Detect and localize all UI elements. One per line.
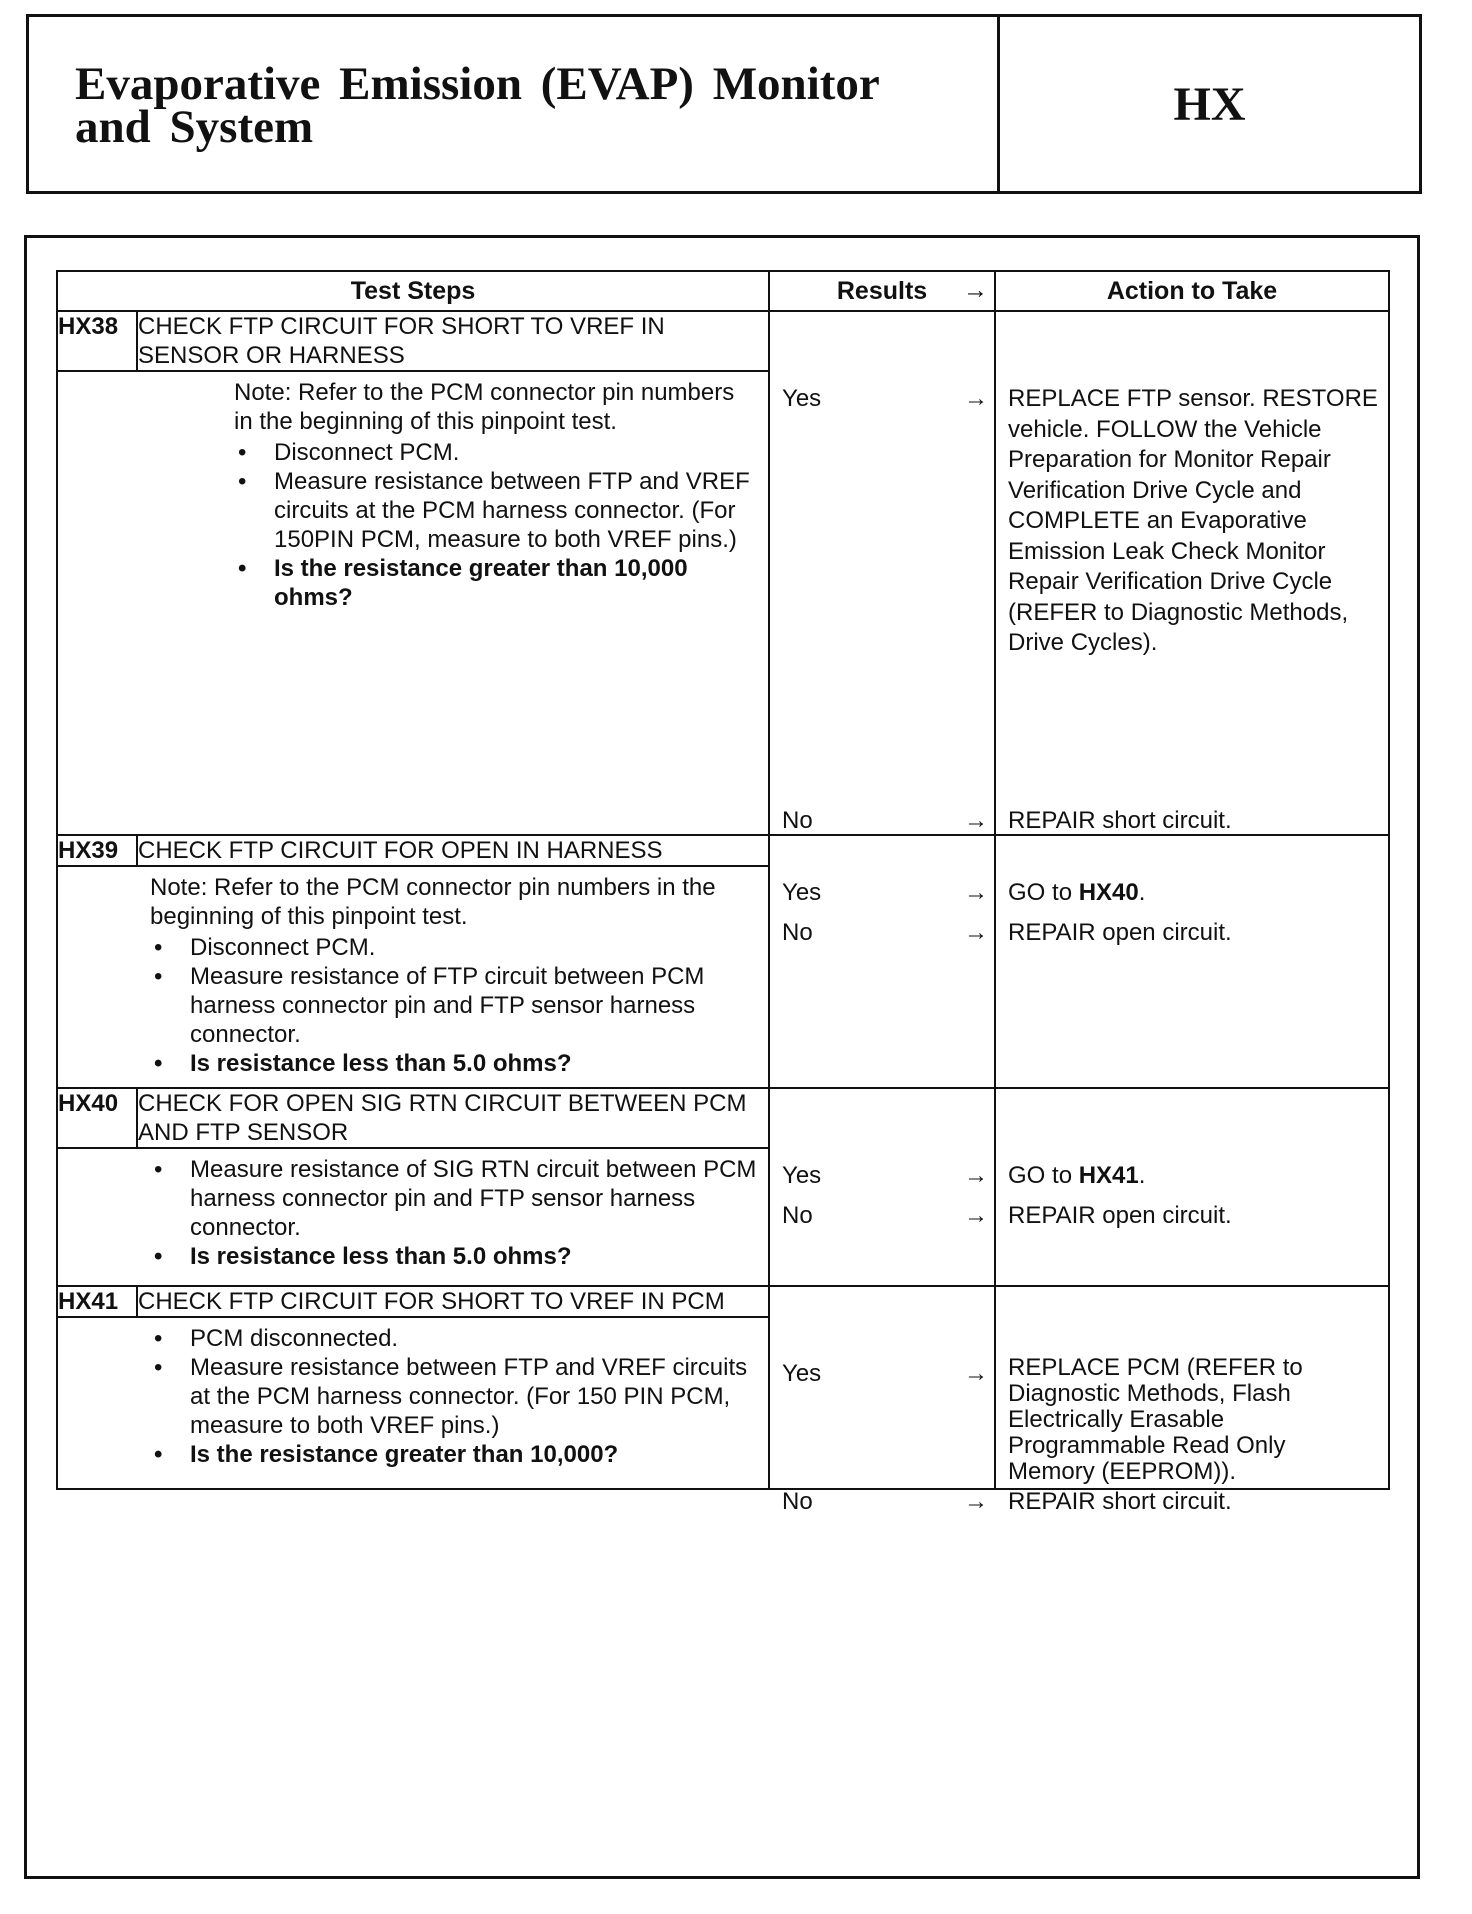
step-body: [57, 1148, 769, 1286]
arrow-icon: →: [964, 919, 989, 946]
step-note: Note: Refer to the PCM connector pin numbers in the beginning of this pinpoint test.: [234, 379, 735, 435]
step-question: • Is the resistance greater than 10,000 ohms?: [234, 554, 758, 612]
results-cell: [769, 311, 995, 835]
step-id: HX38: [57, 311, 137, 371]
result-yes: [782, 878, 990, 907]
action-text: REPAIR short circuit.: [1008, 1488, 1232, 1515]
step-body: [57, 371, 769, 835]
result-label: Yes: [782, 1162, 822, 1189]
test-steps-table: [56, 270, 1390, 1515]
result-yes: [782, 1359, 990, 1388]
action-prefix: GO to: [1008, 879, 1079, 906]
column-header-action: Action to Take: [995, 271, 1389, 311]
step-title-row: [57, 835, 1389, 866]
result-yes: [782, 384, 990, 413]
step-question: • Is the resistance greater than 10,000?: [150, 1440, 758, 1469]
action-text: REPAIR short circuit.: [1008, 807, 1232, 834]
step-bullets: [150, 933, 758, 1078]
result-label: Yes: [782, 1360, 822, 1387]
bullet-item: • PCM disconnected.: [150, 1324, 758, 1353]
action-suffix: .: [1138, 879, 1146, 906]
action-step-ref: HX40: [1078, 879, 1139, 906]
result-label: Yes: [782, 385, 822, 412]
result-no: [782, 806, 990, 835]
step-bullets: [234, 438, 758, 612]
result-label: Yes: [782, 879, 822, 906]
result-no: [782, 1201, 990, 1230]
step-id: HX41: [57, 1286, 137, 1317]
step-title: CHECK FOR OPEN SIG RTN CIRCUIT BETWEEN PCM AND FTP SENSOR: [137, 1088, 769, 1148]
action-cell: [995, 1286, 1389, 1515]
result-no: [782, 1487, 990, 1516]
bullet-item: • Measure resistance between FTP and VREF circuits at the PCM harness connector. (For 150PIN PCM, measure to both VREF pins.): [234, 467, 758, 554]
arrow-icon: →: [964, 1162, 989, 1189]
header-box: [26, 14, 1422, 194]
action-text: [1008, 878, 1378, 907]
step-id: HX39: [57, 835, 137, 866]
document-title: [75, 58, 975, 153]
bullet-item: • Measure resistance of SIG RTN circuit between PCM harness connector pin and FTP sensor harness connector.: [150, 1155, 758, 1242]
result-label: No: [782, 807, 813, 834]
step-body: [57, 1317, 769, 1489]
arrow-icon: →: [964, 879, 989, 906]
table-header-row: [57, 271, 1389, 311]
result-no: [782, 918, 990, 947]
bullet-item: • Measure resistance of FTP circuit between PCM harness connector pin and FTP sensor harness connector.: [150, 962, 758, 1049]
action-step-ref: HX41: [1078, 1162, 1139, 1189]
bullet-item: • Disconnect PCM.: [234, 438, 758, 467]
bullet-item: • Disconnect PCM.: [150, 933, 758, 962]
arrow-icon: →: [964, 1488, 989, 1515]
title-line-1: Evaporative Emission (EVAP) Monitor: [75, 58, 880, 110]
action-cell: [995, 1088, 1389, 1286]
arrow-icon: →: [964, 807, 989, 834]
step-question: • Is resistance less than 5.0 ohms?: [150, 1049, 758, 1078]
action-text: REPLACE FTP sensor. RESTORE vehicle. FOLLOW the Vehicle Preparation for Monitor Repair Verification Drive Cycle and COMPLETE an Evaporative Emission Leak Check Monitor Repair Verification Drive Cycle (REFER to Diagnostic Methods, Drive Cycles).: [1008, 385, 1378, 656]
action-suffix: .: [1138, 1162, 1146, 1189]
step-bullets: [150, 1324, 758, 1469]
arrow-icon: →: [963, 276, 989, 304]
action-text: [1008, 1161, 1378, 1190]
column-header-test-steps: Test Steps: [57, 271, 769, 311]
step-title: CHECK FTP CIRCUIT FOR SHORT TO VREF IN SENSOR OR HARNESS: [137, 311, 769, 371]
step-question: • Is resistance less than 5.0 ohms?: [150, 1242, 758, 1271]
results-cell: [769, 1286, 995, 1515]
arrow-icon: →: [964, 1360, 989, 1387]
results-cell: [769, 1088, 995, 1286]
bullet-item: • Measure resistance between FTP and VREF circuits at the PCM harness connector. (For 150 PIN PCM, measure to both VREF pins.): [150, 1353, 758, 1440]
step-title-row: [57, 311, 1389, 371]
action-text: REPLACE PCM (REFER to Diagnostic Methods, Flash Electrically Erasable Programmable Read Only Memory (EEPROM)).: [1008, 1354, 1303, 1485]
result-label: No: [782, 1202, 813, 1229]
step-title: CHECK FTP CIRCUIT FOR OPEN IN HARNESS: [137, 835, 769, 866]
action-text: REPAIR open circuit.: [1008, 1202, 1232, 1229]
action-prefix: GO to: [1008, 1162, 1079, 1189]
step-id: HX40: [57, 1088, 137, 1148]
section-code: HX: [1173, 77, 1246, 131]
step-body: [57, 866, 769, 1088]
action-cell: [995, 311, 1389, 835]
title-line-2: and System: [75, 101, 314, 153]
results-cell: [769, 835, 995, 1088]
result-label: No: [782, 919, 813, 946]
step-note: Note: Refer to the PCM connector pin numbers in the beginning of this pinpoint test.: [150, 874, 716, 930]
step-title-row: [57, 1088, 1389, 1148]
results-header-label: Results: [836, 276, 928, 305]
action-cell: [995, 835, 1389, 1088]
step-bullets: [150, 1155, 758, 1271]
result-label: No: [782, 1488, 813, 1515]
result-yes: [782, 1161, 990, 1190]
step-title-row: [57, 1286, 1389, 1317]
column-header-results: [769, 271, 995, 311]
step-title: CHECK FTP CIRCUIT FOR SHORT TO VREF IN PCM: [137, 1286, 769, 1317]
action-text: REPAIR open circuit.: [1008, 919, 1232, 946]
arrow-icon: →: [964, 1202, 989, 1229]
arrow-icon: →: [964, 385, 989, 412]
